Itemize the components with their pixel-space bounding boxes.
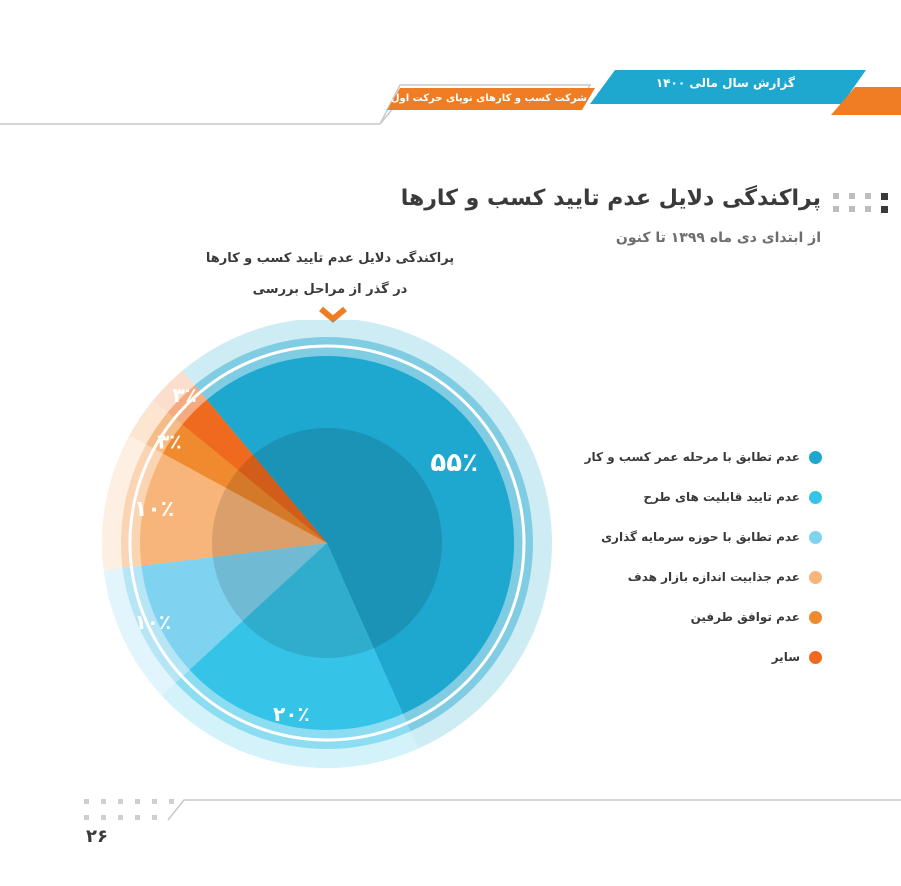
legend-swatch-icon [809,531,822,544]
legend-swatch-icon [809,451,822,464]
page-number: ۲۶ [86,826,108,847]
legend-label: عدم تطابق با مرحله عمر کسب و کار [584,450,800,464]
legend-item [560,442,822,482]
chart-caption-line1: پراکندگی دلایل عدم تایید کسب و کارها [205,251,455,266]
pie-value-label-1: ۲۰٪ [273,701,310,726]
page-subtitle: از ابتدای دی ماه ۱۳۹۹ تا کنون [615,230,821,246]
title-dots-icon [833,191,891,213]
legend-label: عدم توافق طرفین [690,610,800,624]
company-title: شرکت کسب و کارهای نوپای حرکت اول [390,93,587,104]
chart-legend [560,442,822,682]
legend-item [560,642,822,682]
page-title: پراکندگی دلایل عدم تایید کسب و کارها [400,186,821,211]
pie-value-label-5: ۳٪ [172,382,197,407]
legend-swatch-icon [809,571,822,584]
footer-decoration [0,790,901,886]
pie-chart [0,320,560,780]
pie-value-label-2: ۱۰٪ [134,610,172,635]
pie-value-label-0: ۵۵٪ [430,448,479,479]
legend-item [560,482,822,522]
legend-swatch-icon [809,611,822,624]
legend-item [560,522,822,562]
report-title: گزارش سال مالی ۱۴۰۰ [655,76,795,90]
legend-item [560,602,822,642]
header-banner [0,0,901,140]
legend-label: عدم تایید قابلیت های طرح [643,490,800,504]
legend-label: سایر [771,650,800,664]
legend-swatch-icon [809,651,822,664]
legend-item [560,562,822,602]
pie-value-label-4: ۳٪ [157,429,182,454]
pie-value-label-3: ۱۰٪ [133,497,175,522]
legend-label: عدم تطابق با حوزه سرمایه گذاری [601,530,800,544]
legend-swatch-icon [809,491,822,504]
chart-caption-line2: در گذر از مراحل بررسی [252,282,408,297]
legend-label: عدم جذابیت اندازه بازار هدف [627,570,800,584]
